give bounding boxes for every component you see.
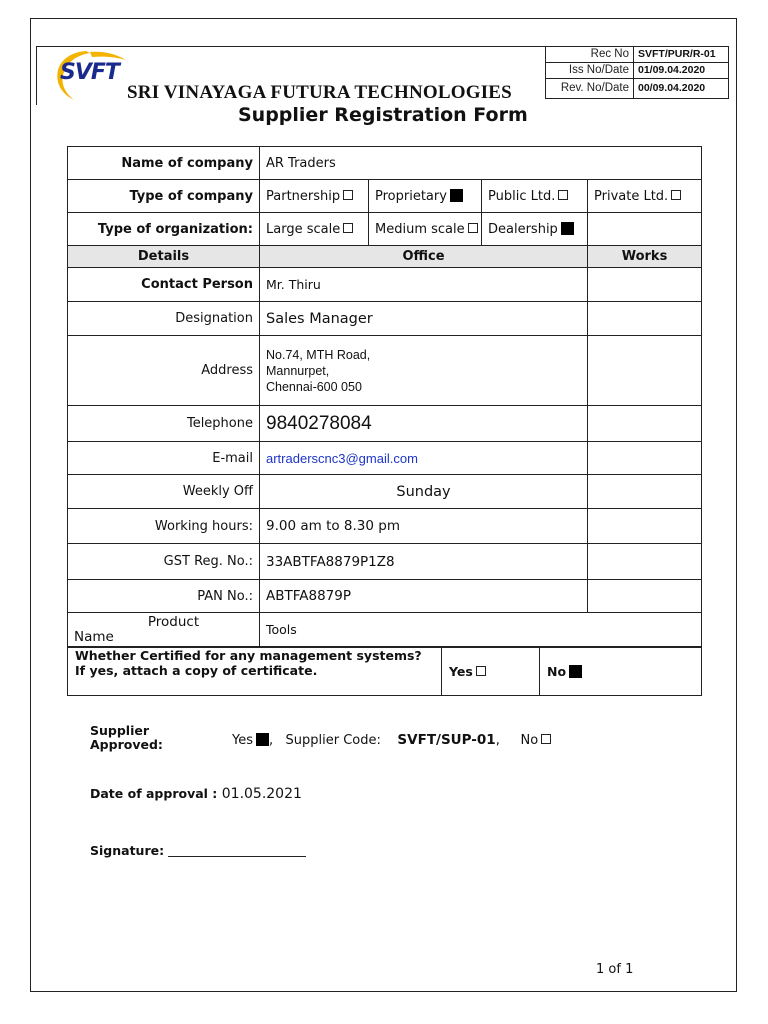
record-label: Iss No/Date	[546, 63, 634, 79]
checkbox-empty-icon	[343, 223, 353, 233]
checkbox-filled-icon	[569, 665, 582, 678]
email-value[interactable]: artraderscnc3@gmail.com	[260, 442, 588, 475]
table-row	[68, 268, 702, 302]
question-line: Whether Certified for any management systems?	[75, 648, 422, 663]
option-label: Partnership	[266, 188, 341, 204]
table-row	[68, 302, 702, 336]
address-line: Mannurpet,	[266, 363, 330, 378]
option-label: Private Ltd.	[594, 188, 669, 204]
form-title: Supplier Registration Form	[238, 104, 528, 126]
record-label: Rev. No/Date	[546, 79, 634, 99]
checkbox-empty-icon	[541, 734, 551, 744]
checkbox-empty-icon	[468, 223, 478, 233]
page-number: 1 of 1	[596, 962, 634, 977]
table-row	[68, 147, 702, 180]
date-of-approval	[90, 786, 302, 802]
designation-label: Designation	[68, 302, 260, 336]
type-of-company-label: Type of company	[68, 180, 260, 213]
table-row	[68, 442, 702, 475]
column-header-row	[68, 246, 702, 268]
table-row	[68, 180, 702, 213]
option-label: Public Ltd.	[488, 188, 556, 204]
record-row	[546, 63, 729, 79]
label-line: Supplier	[90, 723, 150, 738]
works-cell	[588, 336, 702, 406]
option-label: Yes	[232, 733, 253, 748]
address-line: No.74, MTH Road,	[266, 347, 371, 362]
table-row	[68, 213, 702, 246]
working-hours-value: 9.00 am to 8.30 pm	[260, 509, 588, 544]
cert-option-yes[interactable]	[442, 648, 540, 696]
option-label: Yes	[449, 664, 473, 679]
approval-yes-option[interactable]	[232, 733, 269, 748]
record-value: 01/09.04.2020	[634, 63, 729, 79]
works-cell	[588, 475, 702, 509]
gst-label: GST Reg. No.:	[68, 544, 260, 580]
record-value: SVFT/PUR/R-01	[634, 47, 729, 63]
date-of-approval-label: Date of approval :	[90, 786, 218, 801]
approval-no-option[interactable]	[520, 733, 551, 748]
product-name-label	[68, 613, 260, 647]
checkbox-empty-icon	[558, 190, 568, 200]
record-row	[546, 79, 729, 99]
record-value: 00/09.04.2020	[634, 79, 729, 99]
table-row	[68, 648, 702, 696]
company-name-value: AR Traders	[260, 147, 702, 180]
product-name-value: Tools	[260, 613, 702, 647]
cert-option-no[interactable]	[540, 648, 702, 696]
column-header-details: Details	[68, 246, 260, 268]
checkbox-filled-icon	[450, 189, 463, 202]
signature-line[interactable]	[168, 856, 306, 857]
supplier-details-table	[67, 146, 702, 647]
telephone-label: Telephone	[68, 406, 260, 442]
gst-value: 33ABTFA8879P1Z8	[260, 544, 588, 580]
option-label: No	[520, 733, 539, 748]
checkbox-filled-icon	[256, 733, 269, 746]
table-row	[68, 580, 702, 613]
type-of-org-label: Type of organization:	[68, 213, 260, 246]
option-large-scale[interactable]	[260, 213, 369, 246]
record-label: Rec No	[546, 47, 634, 63]
table-row	[68, 509, 702, 544]
signature-field	[90, 843, 306, 858]
contact-person-label: Contact Person	[68, 268, 260, 302]
address-line: Chennai-600 050	[266, 379, 362, 394]
checkbox-empty-icon	[476, 666, 486, 676]
option-proprietary[interactable]	[369, 180, 482, 213]
designation-value: Sales Manager	[260, 302, 588, 336]
certification-question	[68, 648, 442, 696]
supplier-code-label: Supplier Code:	[285, 733, 381, 748]
works-cell	[588, 406, 702, 442]
supplier-approval-line: Yes , Supplier Code: SVFT/SUP-01, No	[232, 732, 551, 748]
option-partnership[interactable]	[260, 180, 369, 213]
option-label: Large scale	[266, 221, 341, 237]
checkbox-empty-icon	[671, 190, 681, 200]
date-of-approval-value: 01.05.2021	[221, 786, 302, 802]
column-header-office: Office	[260, 246, 588, 268]
table-row	[68, 406, 702, 442]
telephone-value: 9840278084	[260, 406, 588, 442]
option-label: Dealership	[488, 221, 558, 237]
table-row	[68, 544, 702, 580]
table-row	[68, 336, 702, 406]
empty-cell	[588, 213, 702, 246]
column-header-works: Works	[588, 246, 702, 268]
option-label: No	[547, 664, 567, 679]
product-label-line: Name	[74, 628, 114, 645]
works-cell	[588, 580, 702, 613]
supplier-code-value: SVFT/SUP-01	[397, 732, 496, 748]
weekly-off-label: Weekly Off	[68, 475, 260, 509]
header-bracket	[36, 46, 45, 105]
header-rule	[44, 46, 546, 47]
weekly-off-value: Sunday	[260, 475, 588, 509]
product-label-line: Product	[147, 613, 200, 630]
supplier-approved-label	[90, 724, 163, 752]
question-line: If yes, attach a copy of certificate.	[75, 663, 318, 678]
works-cell	[588, 544, 702, 580]
option-private-ltd[interactable]	[588, 180, 702, 213]
table-row	[68, 475, 702, 509]
option-medium-scale[interactable]	[369, 213, 482, 246]
option-label: Medium scale	[375, 221, 465, 237]
works-cell	[588, 302, 702, 336]
certification-table	[67, 647, 702, 696]
pan-label: PAN No.:	[68, 580, 260, 613]
logo-text: SVFT	[60, 60, 119, 85]
record-info-table	[545, 46, 729, 99]
option-label: Proprietary	[375, 188, 447, 204]
option-dealership[interactable]	[482, 213, 588, 246]
works-cell	[588, 442, 702, 475]
label-line: Approved:	[90, 737, 163, 752]
company-logo	[46, 48, 132, 100]
option-public-ltd[interactable]	[482, 180, 588, 213]
works-cell	[588, 509, 702, 544]
email-label: E-mail	[68, 442, 260, 475]
address-value	[260, 336, 588, 406]
pan-value: ABTFA8879P	[260, 580, 588, 613]
checkbox-empty-icon	[343, 190, 353, 200]
working-hours-label: Working hours:	[68, 509, 260, 544]
address-label: Address	[68, 336, 260, 406]
contact-person-value: Mr. Thiru	[260, 268, 588, 302]
works-cell	[588, 268, 702, 302]
checkbox-filled-icon	[561, 222, 574, 235]
company-name-label: Name of company	[68, 147, 260, 180]
record-row	[546, 47, 729, 63]
signature-label: Signature:	[90, 843, 165, 858]
company-name: SRI VINAYAGA FUTURA TECHNOLOGIES	[127, 82, 512, 103]
table-row	[68, 613, 702, 647]
